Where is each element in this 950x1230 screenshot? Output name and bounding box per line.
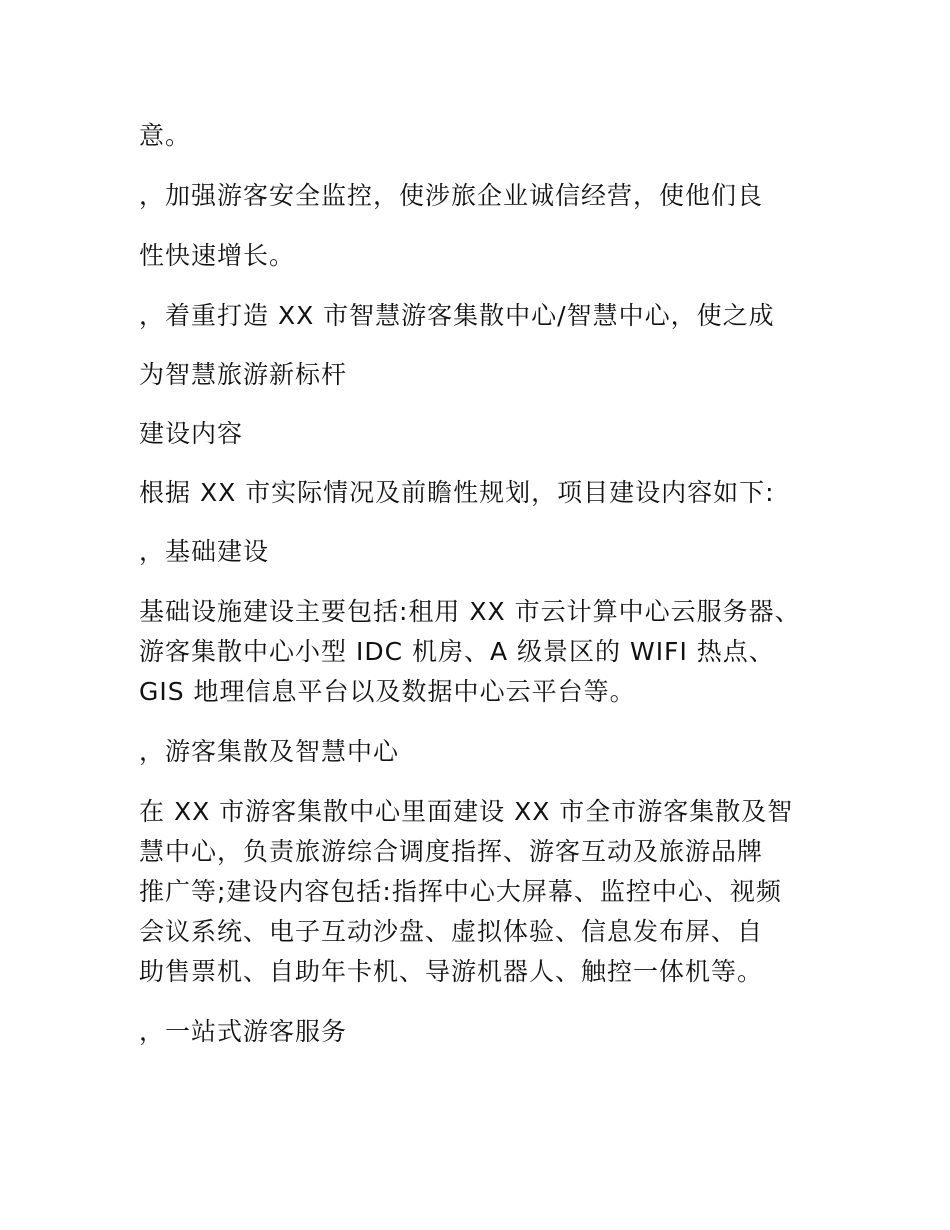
section-heading: 建设内容 [139, 419, 244, 448]
text-line: 慧中心，负责旅游综合调度指挥、游客互动及旅游品牌 [139, 837, 764, 866]
text-line: 助售票机、自助年卡机、导游机器人、触控一体机等。 [139, 957, 764, 986]
text-line: 在 XX 市游客集散中心里面建设 XX 市全市游客集散及智 [139, 797, 794, 826]
subsection-heading: ，一站式游客服务 [139, 1017, 348, 1046]
subsection-heading: ，游客集散及智慧中心 [139, 737, 400, 766]
text-line: 性快速增长。 [139, 241, 296, 270]
text-line: 根据 XX 市实际情况及前瞻性规划，项目建设内容如下: [139, 478, 775, 507]
text-line: GIS 地理信息平台以及数据中心云平台等。 [139, 677, 636, 706]
text-line: 意。 [139, 121, 192, 150]
text-line: 推广等;建设内容包括:指挥中心大屏幕、监控中心、视频 [139, 877, 782, 906]
text-line: ，加强游客安全监控，使涉旅企业诚信经营，使他们良 [139, 181, 764, 210]
text-line: 游客集散中心小型 IDC 机房、A 级景区的 WIFI 热点、 [139, 637, 775, 666]
subsection-heading: ，基础建设 [139, 537, 270, 566]
text-line: 为智慧旅游新标杆 [139, 360, 348, 389]
text-line: ，着重打造 XX 市智慧游客集散中心/智慧中心，使之成 [139, 301, 775, 330]
text-line: 会议系统、电子互动沙盘、虚拟体验、信息发布屏、自 [139, 917, 764, 946]
text-line: 基础设施建设主要包括:租用 XX 市云计算中心云服务器、 [139, 597, 801, 626]
